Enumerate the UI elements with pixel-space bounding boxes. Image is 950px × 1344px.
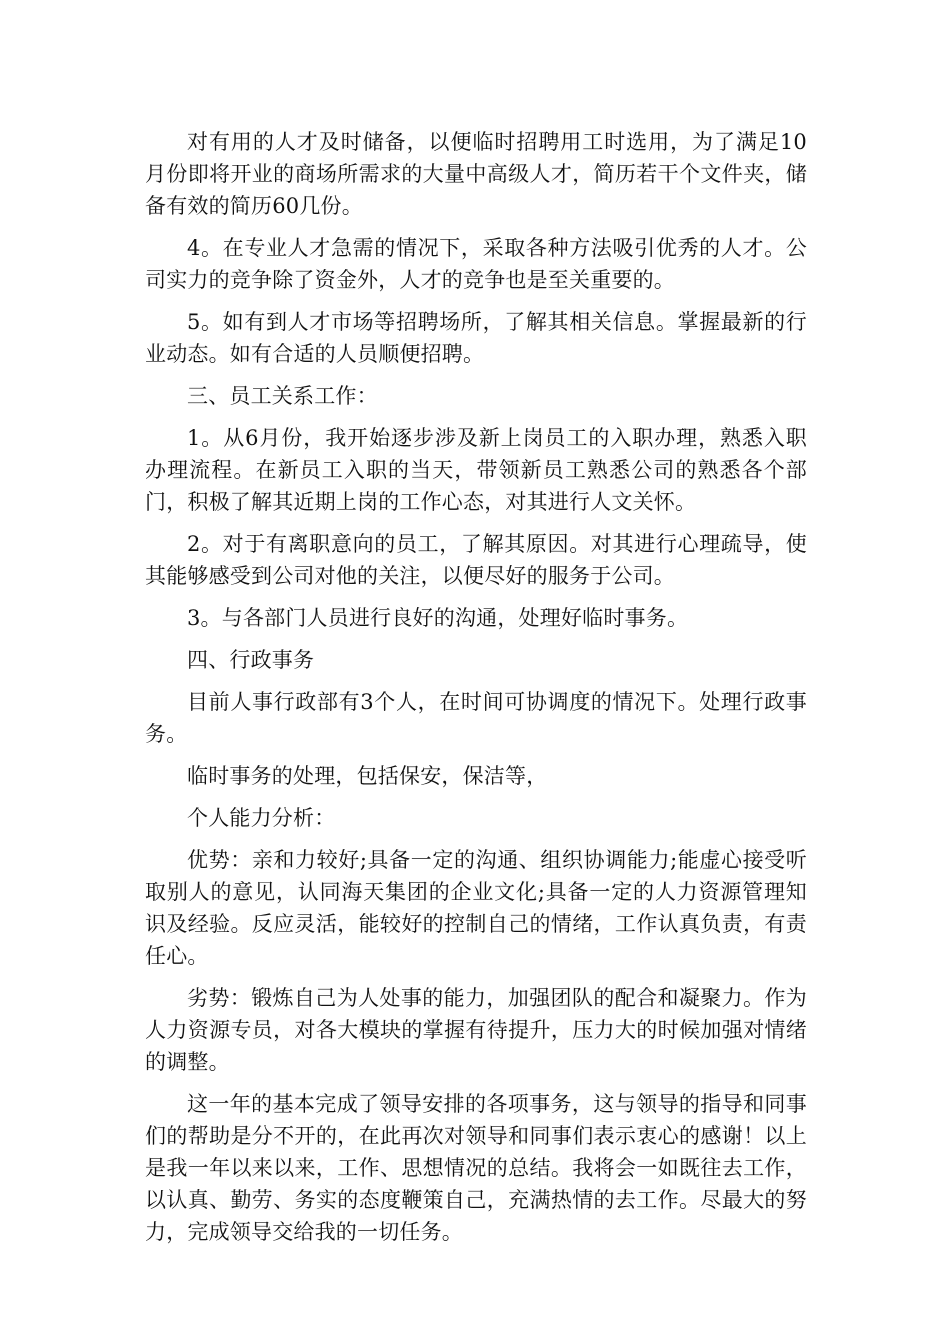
paragraph-relations-item-2: 2。对于有离职意向的员工，了解其原因。对其进行心理疏导，使其能够感受到公司对他的关注，以便尽好的服务于公司。 bbox=[145, 532, 807, 588]
section-heading-ability-analysis: 个人能力分析： bbox=[187, 806, 336, 830]
paragraph-strengths: 优势：亲和力较好;具备一定的沟通、组织协调能力;能虚心接受听取别人的意见，认同海天集团的企业文化;具备一定的人力资源管理知识及经验。反应灵活，能较好的控制自己的情绪，工作认真负责，有责任心。 bbox=[145, 848, 807, 968]
paragraph-talent-reserve: 对有用的人才及时储备，以便临时招聘用工时选用，为了满足10月份即将开业的商场所需求的大量中高级人才，简历若干个文件夹，储备有效的简历60几份。 bbox=[145, 130, 807, 218]
section-heading-employee-relations: 三、员工关系工作： bbox=[187, 384, 378, 408]
paragraph-admin-staff: 目前人事行政部有3个人，在时间可协调度的情况下。处理行政事务。 bbox=[145, 690, 807, 746]
paragraph-temporary-affairs: 临时事务的处理，包括保安，保洁等， bbox=[187, 764, 548, 788]
paragraph-item-4: 4。在专业人才急需的情况下，采取各种方法吸引优秀的人才。公司实力的竞争除了资金外，人才的竞争也是至关重要的。 bbox=[145, 236, 807, 292]
paragraph-weaknesses: 劣势：锻炼自己为人处事的能力，加强团队的配合和凝聚力。作为人力资源专员，对各大模块的掌握有待提升，压力大的时候加强对情绪的调整。 bbox=[145, 986, 807, 1074]
paragraph-conclusion: 这一年的基本完成了领导安排的各项事务，这与领导的指导和同事们的帮助是分不开的，在此再次对领导和同事们表示衷心的感谢！以上是我一年以来以来，工作、思想情况的总结。我将会一如既往去工作，以认真、勤劳、务实的态度鞭策自己，充满热情的去工作。尽最大的努力，完成领导交给我的一切任务。 bbox=[145, 1092, 807, 1244]
paragraph-relations-item-1: 1。从6月份，我开始逐步涉及新上岗员工的入职办理，熟悉入职办理流程。在新员工入职的当天，带领新员工熟悉公司的熟悉各个部门，积极了解其近期上岗的工作心态，对其进行人文关怀。 bbox=[145, 426, 807, 514]
section-heading-administration: 四、行政事务 bbox=[187, 648, 315, 672]
paragraph-item-5: 5。如有到人才市场等招聘场所，了解其相关信息。掌握最新的行业动态。如有合适的人员顺便招聘。 bbox=[145, 310, 807, 366]
document-body bbox=[145, 126, 807, 1258]
paragraph-relations-item-3: 3。与各部门人员进行良好的沟通，处理好临时事务。 bbox=[187, 606, 689, 630]
